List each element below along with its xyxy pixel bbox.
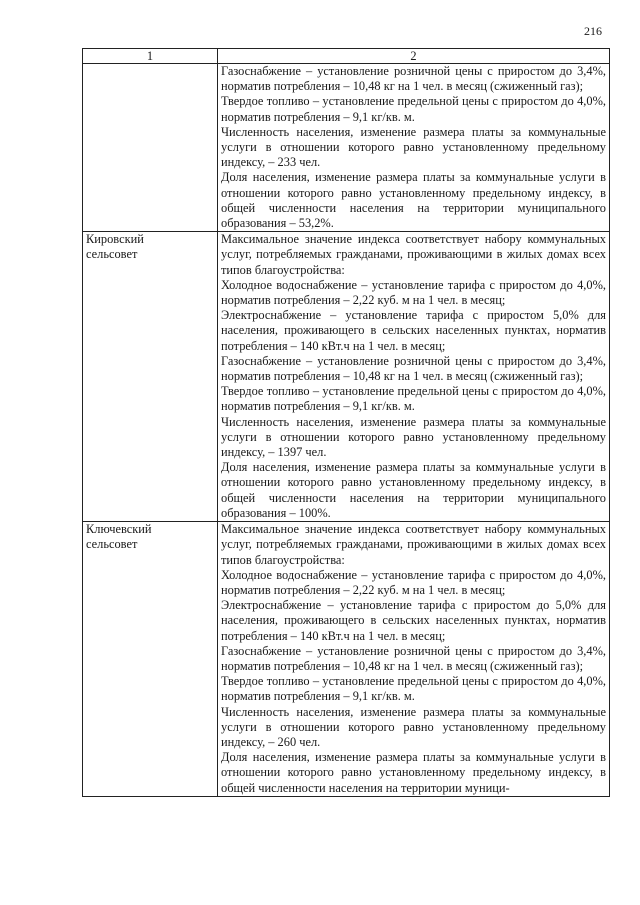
- municipality-name: [83, 64, 218, 232]
- table-row: [83, 64, 610, 232]
- description-paragraph: Твердое топливо – установление предельной цены с приростом до 4,0%, норматив потребления – 9,1 кг/кв. м.: [221, 674, 606, 704]
- municipality-description: [218, 522, 610, 797]
- description-paragraph: Газоснабжение – установление розничной цены с приростом до 3,4%, норматив потребления – 10,48 кг на 1 чел. в месяц (сжиженный газ);: [221, 64, 606, 94]
- description-paragraph: Газоснабжение – установление розничной цены с приростом до 3,4%, норматив потребления – 10,48 кг на 1 чел. в месяц (сжиженный газ);: [221, 353, 606, 384]
- column-header-1: 1: [83, 49, 218, 64]
- description-paragraph: Доля населения, изменение размера платы за коммунальные услуги в отношении которого равно установленному предельному индексу, в общей численности населения на территории муници-: [221, 750, 606, 795]
- description-paragraph: Холодное водоснабжение – установление тарифа с приростом до 4,0%, норматив потребления – 2,22 куб. м на 1 чел. в месяц;: [221, 277, 606, 308]
- municipality-name: Ключевский сельсовет: [83, 522, 218, 797]
- description-paragraph: Твердое топливо – установление предельной цены с приростом до 4,0%, норматив потребления – 9,1 кг/кв. м.: [221, 384, 606, 414]
- municipality-description: [218, 232, 610, 522]
- description-paragraph: Численность населения, изменение размера платы за коммунальные услуги в отношении которого равно установленному предельному индексу, – 233 чел.: [221, 124, 606, 170]
- description-paragraph: Твердое топливо – установление предельной цены с приростом до 4,0%, норматив потребления – 9,1 кг/кв. м.: [221, 94, 606, 124]
- description-paragraph: Доля населения, изменение размера платы за коммунальные услуги в отношении которого равно установленному предельному индексу, в общей численности населения на территории муниципального образования – 100%.: [221, 460, 606, 520]
- description-paragraph: Холодное водоснабжение – установление тарифа с приростом до 4,0%, норматив потребления – 2,22 куб. м на 1 чел. в месяц;: [221, 567, 606, 597]
- page-number: 216: [584, 24, 602, 38]
- description-paragraph: Численность населения, изменение размера платы за коммунальные услуги в отношении которого равно установленному предельному индексу, – 1397 чел.: [221, 414, 606, 460]
- table-row: [83, 522, 610, 797]
- description-paragraph: Максимальное значение индекса соответствует набору коммунальных услуг, потребляемых гражданами, проживающими в жилых домах всех типов благоустройства:: [221, 522, 606, 567]
- description-paragraph: Электроснабжение – установление тарифа с приростом 5,0% для населения, проживающего в сельских населенных пунктах, норматив потребления – 140 кВт.ч на 1 чел. в месяц;: [221, 308, 606, 353]
- table-header-row: [83, 49, 610, 64]
- municipality-description: [218, 64, 610, 232]
- table-row: [83, 232, 610, 522]
- description-paragraph: Газоснабжение – установление розничной цены с приростом до 3,4%, норматив потребления – 10,48 кг на 1 чел. в месяц (сжиженный газ);: [221, 643, 606, 673]
- description-paragraph: Численность населения, изменение размера платы за коммунальные услуги в отношении которого равно установленному предельному индексу, – 260 чел.: [221, 704, 606, 749]
- municipality-name: Кировский сельсовет: [83, 232, 218, 522]
- data-table: [82, 48, 610, 797]
- column-header-2: 2: [218, 49, 610, 64]
- description-paragraph: Доля населения, изменение размера платы за коммунальные услуги в отношении которого равно установленному предельному индексу, в общей численности населения на территории муниципального образования – 53,2%.: [221, 170, 606, 231]
- description-paragraph: Электроснабжение – установление тарифа с приростом до 5,0% для населения, проживающего в сельских населенных пунктах, норматив потребления – 140 кВт.ч на 1 чел. в месяц;: [221, 598, 606, 643]
- description-paragraph: Максимальное значение индекса соответствует набору коммунальных услуг, потребляемых гражданами, проживающими в жилых домах всех типов благоустройства:: [221, 232, 606, 277]
